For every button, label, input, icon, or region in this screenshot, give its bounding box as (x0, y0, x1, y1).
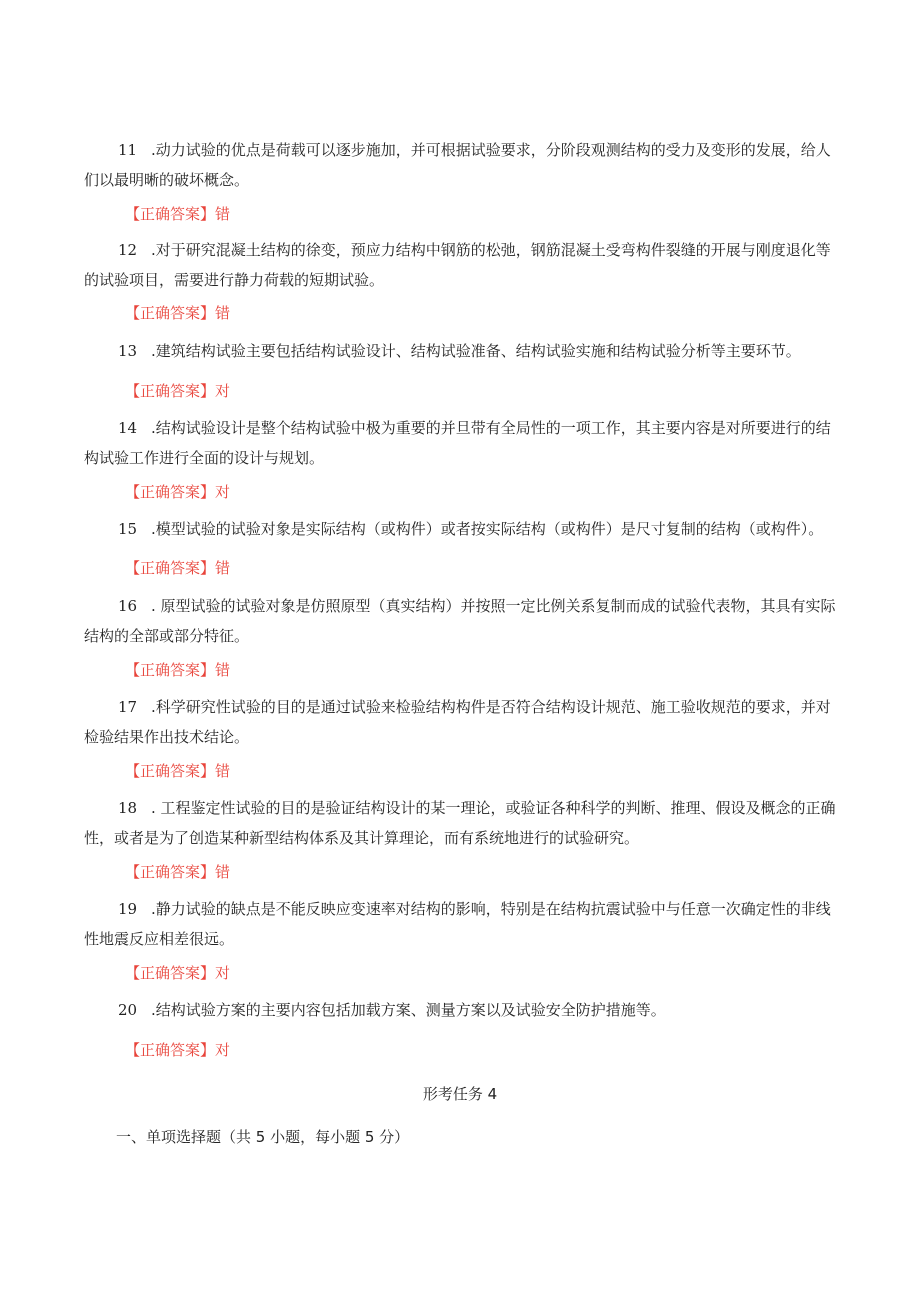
answer-value: 错 (215, 863, 231, 881)
answer-line (125, 381, 230, 401)
answer-label: 【正确答案】 (125, 304, 216, 322)
question-number: 11 (118, 141, 138, 159)
answer-value: 错 (215, 205, 231, 223)
question-item (84, 413, 844, 473)
answer-label: 【正确答案】 (125, 863, 216, 881)
question-number: 13 (118, 342, 138, 360)
answer-label: 【正确答案】 (125, 762, 216, 780)
question-number: 20 (118, 1001, 138, 1019)
answer-line (125, 558, 230, 578)
answer-value: 错 (215, 661, 231, 679)
answer-line (125, 1040, 230, 1060)
answer-line (125, 303, 230, 323)
question-text: .结构试验方案的主要内容包括加载方案、测量方案以及试验安全防护措施等。 (151, 1001, 666, 1019)
question-text: .建筑结构试验主要包括结构试验设计、结构试验准备、结构试验实施和结构试验分析等主要环节。 (151, 342, 801, 360)
answer-line (125, 204, 230, 224)
question-text: .对于研究混凝土结构的徐变，预应力结构中钢筋的松弛，钢筋混凝土受弯构件裂缝的开展与刚度退化等的试验项目，需要进行静力荷载的短期试验。 (84, 241, 831, 289)
answer-label: 【正确答案】 (125, 1041, 216, 1059)
question-item (84, 235, 844, 295)
question-item (84, 894, 844, 954)
answer-label: 【正确答案】 (125, 382, 216, 400)
question-item (84, 514, 864, 544)
section-subtitle: 一、单项选择题（共 5 小题，每小题 5 分） (116, 1128, 410, 1146)
question-item (84, 793, 844, 853)
answer-value: 对 (215, 382, 231, 400)
answer-value: 错 (215, 304, 231, 322)
question-item (84, 995, 844, 1025)
answer-value: 对 (215, 964, 231, 982)
question-number: 15 (118, 520, 138, 538)
answer-label: 【正确答案】 (125, 205, 216, 223)
answer-label: 【正确答案】 (125, 483, 216, 501)
section-title: 形考任务 4 (422, 1085, 498, 1103)
question-item (84, 692, 844, 752)
question-item (84, 591, 844, 651)
question-text: .静力试验的缺点是不能反映应变速率对结构的影响，特别是在结构抗震试验中与任意一次确定性的非线性地震反应相差很远。 (84, 900, 831, 948)
answer-label: 【正确答案】 (125, 559, 216, 577)
answer-line (125, 482, 230, 502)
question-text: . 原型试验的试验对象是仿照原型（真实结构）并按照一定比例关系复制而成的试验代表物，其具有实际结构的全部或部分特征。 (84, 597, 836, 645)
question-number: 16 (118, 597, 138, 615)
answer-line (125, 660, 230, 680)
answer-line (125, 963, 230, 983)
question-number: 18 (118, 799, 138, 817)
question-text: .结构试验设计是整个结构试验中极为重要的并旦带有全局性的一项工作，其主要内容是对所要进行的结构试验工作进行全面的设计与规划。 (84, 419, 831, 467)
question-item (84, 336, 844, 366)
question-text: . 工程鉴定性试验的目的是验证结构设计的某一理论，或验证各种科学的判断、推理、假设及概念的正确性，或者是为了创造某种新型结构体系及其计算理论，而有系统地进行的试验研究。 (84, 799, 836, 847)
answer-value: 对 (215, 483, 231, 501)
question-item (84, 135, 844, 195)
answer-label: 【正确答案】 (125, 661, 216, 679)
question-text: .模型试验的试验对象是实际结构（或构件）或者按实际结构（或构件）是尺寸复制的结构（或构件）。 (151, 520, 824, 538)
answer-line (125, 862, 230, 882)
question-number: 12 (118, 241, 138, 259)
question-number: 19 (118, 900, 138, 918)
question-text: .科学研究性试验的目的是通过试验来检验结构构件是否符合结构设计规范、施工验收规范的要求，并对检验结果作出技术结论。 (84, 698, 831, 746)
question-number: 17 (118, 698, 138, 716)
answer-value: 错 (215, 762, 231, 780)
answer-value: 错 (215, 559, 231, 577)
question-number: 14 (118, 419, 138, 437)
answer-value: 对 (215, 1041, 231, 1059)
answer-label: 【正确答案】 (125, 964, 216, 982)
question-text: .动力试验的优点是荷载可以逐步施加，并可根据试验要求，分阶段观测结构的受力及变形的发展，给人们以最明晰的破坏概念。 (84, 141, 831, 189)
answer-line (125, 761, 230, 781)
